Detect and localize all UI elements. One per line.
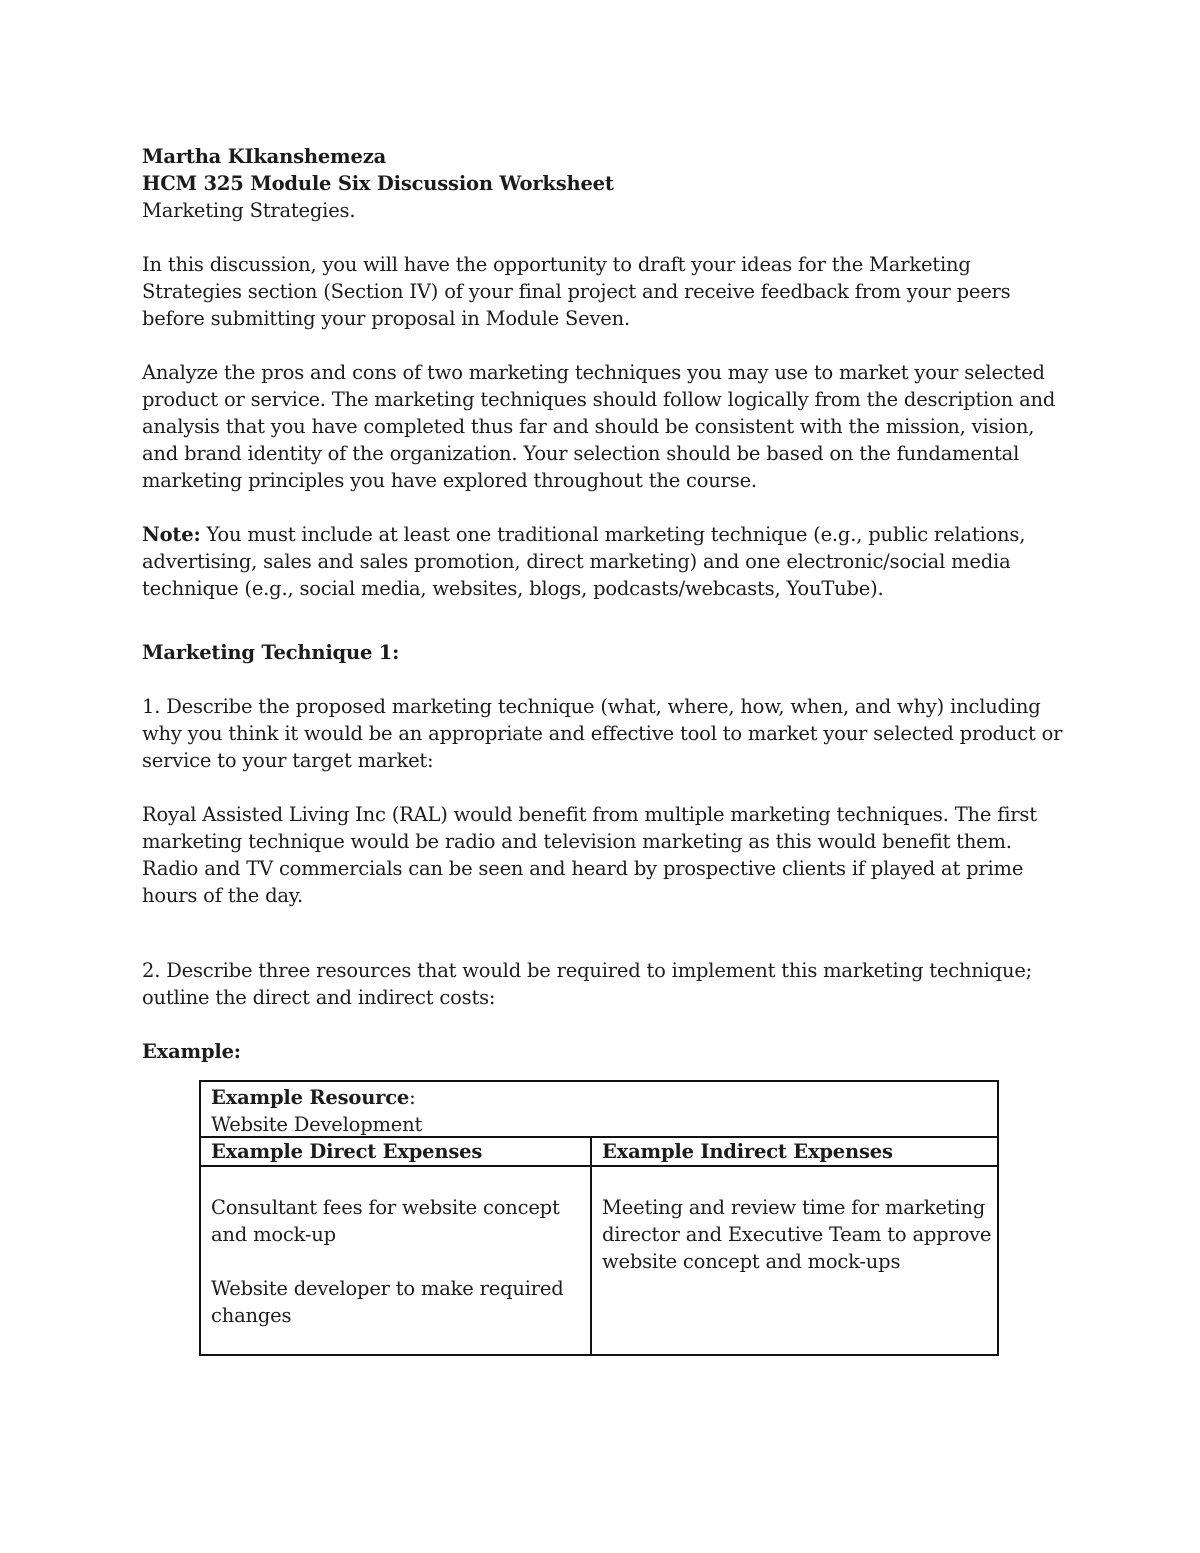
indirect-expenses-header: Example Indirect Expenses xyxy=(602,1140,893,1163)
direct-expenses-header: Example Direct Expenses xyxy=(211,1140,483,1163)
direct-expense-item: Website developer to make required changes xyxy=(211,1277,564,1327)
technique-heading: Marketing Technique 1: xyxy=(142,641,400,664)
note-paragraph xyxy=(142,521,1072,602)
author-name: Martha KIkanshemeza xyxy=(142,145,387,168)
note-label: Note: xyxy=(142,523,201,546)
direct-expense-item: Consultant fees for website concept and mock-up xyxy=(211,1196,560,1246)
direct-expenses-cell xyxy=(211,1194,581,1329)
example-label: Example: xyxy=(142,1040,241,1063)
indirect-expenses-cell xyxy=(602,1194,992,1275)
example-resource-label-line xyxy=(211,1084,987,1111)
example-body-row xyxy=(201,1167,997,1354)
example-resource-row xyxy=(201,1082,997,1138)
question-1: 1. Describe the proposed marketing technique (what, where, how, when, and why) including why you think it would be an appropriate and effective tool to market your selected product or service to your target market: xyxy=(142,695,1063,772)
example-resource-label: Example Resource xyxy=(211,1086,410,1109)
question-2: 2. Describe three resources that would be required to implement this marketing technique; outline the direct and indirect costs: xyxy=(142,959,1033,1009)
document-body xyxy=(142,143,1072,1065)
document-subtitle: Marketing Strategies. xyxy=(142,199,356,222)
note-text: You must include at least one traditional marketing technique (e.g., public relations, advertising, sales and sales promotion, direct marketing) and one electronic/social media technique (e.g., social media, websites, blogs, podcasts/webcasts, YouTube). xyxy=(142,523,1026,600)
example-header-row xyxy=(201,1138,997,1167)
example-resource-colon: : xyxy=(409,1086,416,1109)
indirect-expense-item: Meeting and review time for marketing director and Executive Team to approve website concept and mock-ups xyxy=(602,1196,992,1273)
answer-1: Royal Assisted Living Inc (RAL) would benefit from multiple marketing techniques. The first marketing technique would be radio and television marketing as this would benefit them. Radio and TV commercials can be seen and heard by prospective clients if played at prime hours of the day. xyxy=(142,803,1037,907)
example-resource-value: Website Development xyxy=(211,1113,423,1136)
instructions-paragraph: Analyze the pros and cons of two marketing techniques you may use to market your selected product or service. The marketing techniques should follow logically from the description and analysis that you have completed thus far and should be consistent with the mission, vision, and brand identity of the organization. Your selection should be based on the fundamental marketing principles you have explored throughout the course. xyxy=(142,361,1056,492)
intro-paragraph: In this discussion, you will have the opportunity to draft your ideas for the Marketing Strategies section (Section IV) of your final project and receive feedback from your peers before submitting your proposal in Module Seven. xyxy=(142,253,1011,330)
column-divider xyxy=(590,1138,592,1354)
example-table xyxy=(199,1080,999,1356)
document-title: HCM 325 Module Six Discussion Worksheet xyxy=(142,172,614,195)
